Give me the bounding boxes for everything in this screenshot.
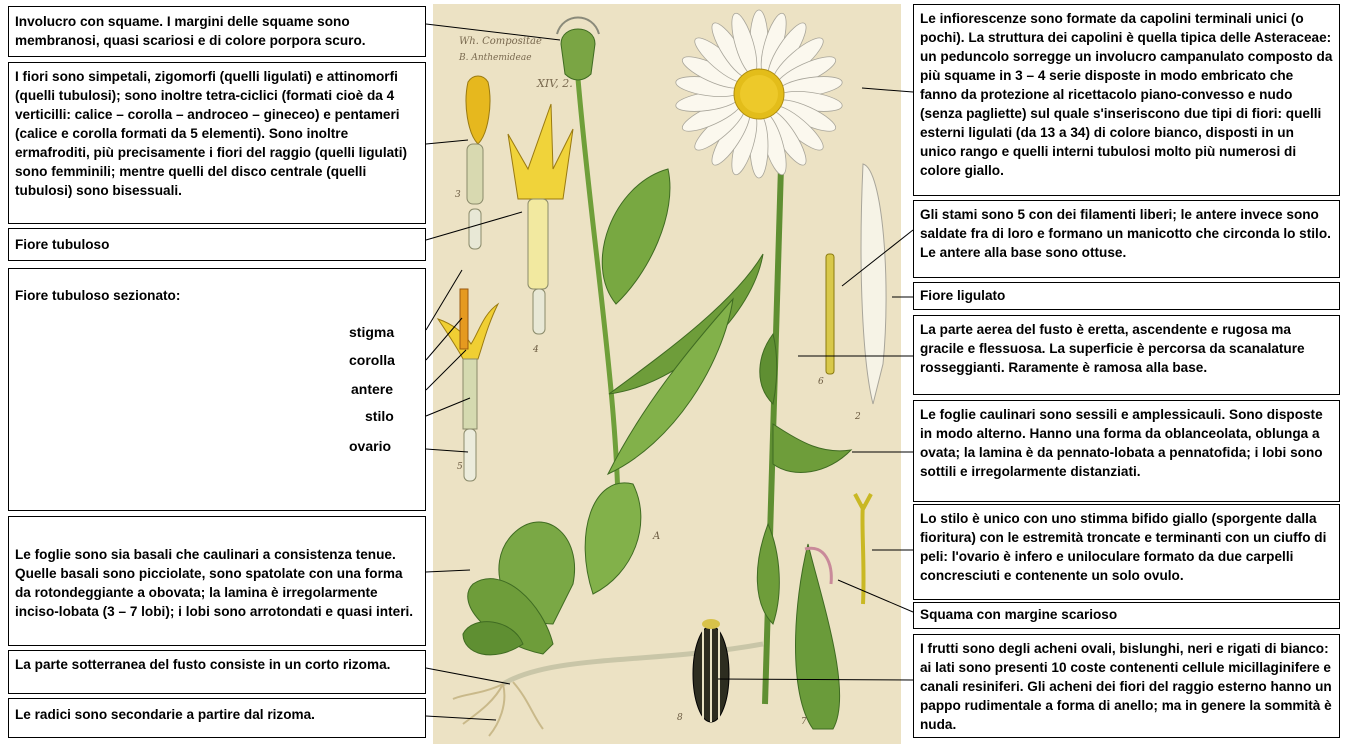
label-stilo: stilo [365,408,394,424]
fig-number-5: 5 [457,462,463,472]
botanical-plate [433,4,901,744]
fusto-sotterraneo-text: La parte sotterranea del fusto consiste in un corto rizoma. [15,657,391,672]
fusto-aereo-text: La parte aerea del fusto è eretta, ascendente e rugosa ma gracile e flessuosa. La superficie è percorsa da scanalature rosseggianti. Raramente è ramosa alla base. [920,322,1305,375]
foglie-basali-text: Le foglie sono sia basali che caulinari a consistenza tenue. Quelle basali sono picciolate, sono spatolate con una forma da rotondeggiante a obovata; la lamina è irregolarmente inciso-lobata (3 – 7 lobi); i lobi sono arrotondati e quasi interi. [15,547,414,619]
label-ovario: ovario [349,438,392,454]
fig-number-7: 7 [801,717,807,727]
fig6-anther-tube [826,254,834,374]
fig-number-4: 4 [533,345,539,355]
stilo-text: Lo stilo è unico con uno stimma bifido giallo (sporgente dalla fioritura) con le estremità troncate e terminanti con un ciuffo di peli: l'ovario è infero e uniloculare formato da due carpelli concresciuti e contenente un solo ovulo. [920,511,1327,583]
fiore-ligulato-text: Fiore ligulato [920,288,1006,303]
involucro-box [8,6,426,57]
plate-header-1: Wh. Compositae [459,36,542,47]
fiore-ligulato-box [913,282,1340,310]
fusto-sotterraneo-box [8,650,426,694]
fiore-tubuloso-box [8,228,426,261]
plate-header-2: B. Anthemideae [459,53,532,63]
stami-box [913,200,1340,278]
foglie-basali-box [8,516,426,646]
label-antere: antere [351,381,394,397]
squama-box [913,602,1340,629]
fiore-tubuloso-text: Fiore tubuloso [15,237,110,252]
involucro-text: Involucro con squame. I margini delle squame sono membranosi, quasi scariosi e di colore porpora scuro. [15,14,366,48]
label-stigma: stigma [349,324,395,340]
label-corolla: corolla [349,352,395,368]
fig-number-2: 2 [855,412,861,422]
squama-text: Squama con margine scarioso [920,607,1118,622]
foglie-caulinari-box [913,400,1340,502]
frutti-text: I frutti sono degli acheni ovali, bislunghi, neri e rigati di bianco: ai lati sono presenti 10 coste contenenti cellule micillaginifere e canali resiniferi. Gli acheni dei fiori del raggio esterno hanno un pappo rudimentale a forma di anello; ma in genere la sommità è nuda. [920,641,1332,732]
fig-number-6: 6 [818,377,824,387]
stilo-box [913,504,1340,600]
infiorescenze-text: Le infiorescenze sono formate da capolini terminali unici (o pochi). La struttura dei capolini è quella tipica delle Asteraceae: un peduncolo sorregge un involucro campanulato composto da più squame in 3 – 4 serie disposte in modo embricato che fanno da protezione al ricettacolo piano-convesso e nudo (senza pagliette) sul quale s'inseriscono due tipi di fiori: quelli esterni ligulati (da 13 a 34) di colore bianco, disposti in un unico rango e quelli interni tubulosi molto più numerosi di colore giallo. [920,11,1333,178]
infiorescenze-box [913,4,1340,196]
fig-number-3: 3 [455,190,461,200]
fig-letter-a: A [653,531,661,542]
radici-box [8,698,426,738]
stami-text: Gli stami sono 5 con dei filamenti liberi; le antere invece sono saldate fra di loro e formano un manicotto che circonda lo stilo. Le antere alla base sono ottuse. [920,207,1331,260]
frutti-box [913,634,1340,738]
fusto-aereo-box [913,315,1340,395]
foglie-caulinari-text: Le foglie caulinari sono sessili e amplessicauli. Sono disposte in modo alterno. Hanno una forma da oblanceolata, oblunga a ovata; la lamina è da pennato-lobata a pennatofida; i lobi sono sottili e irregolarmente distanziati. [920,407,1323,479]
fiore-sezionato-title: Fiore tubuloso sezionato: [15,288,181,303]
radici-text: Le radici sono secondarie a partire dal rizoma. [15,707,315,722]
plate-number: XIV, 2. [537,77,573,90]
fig-number-8: 8 [677,713,683,723]
fiori-box [8,62,426,224]
fiori-text: I fiori sono simpetali, zigomorfi (quelli ligulati) e attinomorfi (quelli tubulosi); sono inoltre tetra-ciclici (formati cioè da 4 verticilli: calice – corolla – androceo – gineceo) e pentameri (calice e corolla formati da 5 elementi). Sono inoltre ermafroditi, più precisamente i fiori del raggio (quelli ligulati) sono femminili; mentre quelli del disco centrale (quelli tubulosi) sono bisessuali. [15,69,408,198]
